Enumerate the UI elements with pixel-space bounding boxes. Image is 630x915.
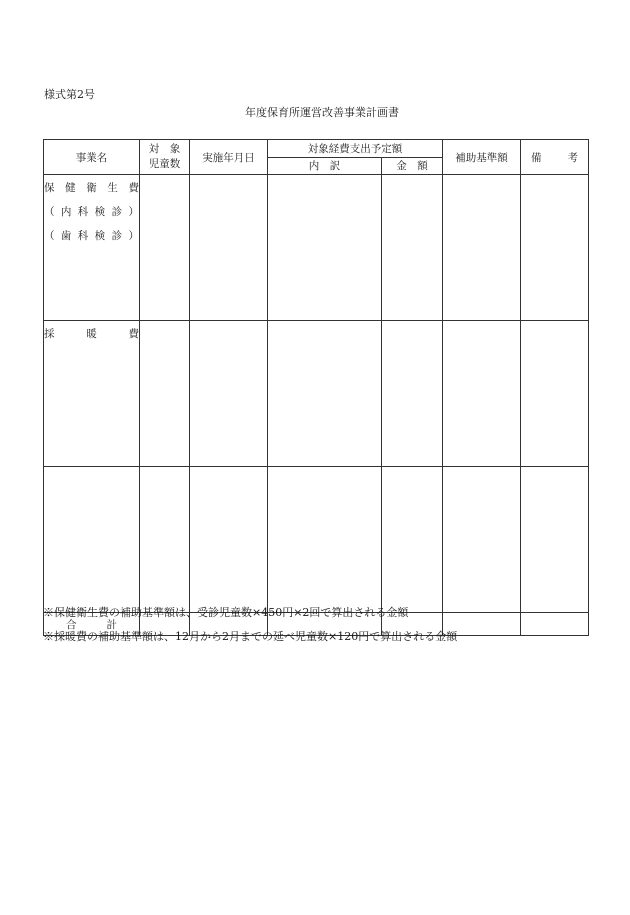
project-name-line: 採 暖 費 xyxy=(44,327,139,340)
table-row xyxy=(44,467,589,613)
breakdown-cell[interactable] xyxy=(268,321,382,467)
project-name-line: （ 内 科 検 診 ） xyxy=(44,205,139,218)
amount-cell[interactable] xyxy=(382,467,443,613)
remarks-cell[interactable] xyxy=(521,321,589,467)
standard-cell[interactable] xyxy=(443,321,521,467)
standard-cell[interactable] xyxy=(443,467,521,613)
date-cell[interactable] xyxy=(190,321,268,467)
header-children-top: 対 象 xyxy=(148,143,181,155)
remarks-cell[interactable] xyxy=(521,467,589,613)
project-name-line: （ 歯 科 検 診 ） xyxy=(44,229,139,242)
form-number: 様式第2号 xyxy=(44,88,95,101)
total-label-cell: 合 計 xyxy=(44,613,140,636)
amount-cell[interactable] xyxy=(382,321,443,467)
amount-cell[interactable] xyxy=(382,175,443,321)
date-cell[interactable] xyxy=(190,175,268,321)
children-cell[interactable] xyxy=(140,321,190,467)
header-children-count xyxy=(140,140,190,175)
table-row xyxy=(44,321,589,467)
date-cell[interactable] xyxy=(190,467,268,613)
header-project-name: 事業名 xyxy=(44,140,140,175)
children-cell[interactable] xyxy=(140,175,190,321)
header-date: 実施年月日 xyxy=(190,140,268,175)
remarks-cell[interactable] xyxy=(521,175,589,321)
header-amount: 金 額 xyxy=(382,157,443,175)
table-row xyxy=(44,175,589,321)
header-expense-group: 対象経費支出予定額 xyxy=(268,140,443,158)
notes xyxy=(43,601,457,649)
header-children-bottom: 児童数 xyxy=(148,158,181,170)
header-remarks: 備 考 xyxy=(521,140,589,175)
project-name-cell xyxy=(44,175,140,321)
project-name-line: 保 健 衛 生 費 xyxy=(44,181,139,194)
note-heating: ※採暖費の補助基準額は、12月から2月までの延べ児童数×120円で算出される金額 xyxy=(43,630,458,643)
breakdown-cell[interactable] xyxy=(268,175,382,321)
children-cell[interactable] xyxy=(140,467,190,613)
plan-table xyxy=(43,139,589,636)
note-health: ※保健衛生費の補助基準額は、受診児童数×450円×2回で算出される金額 xyxy=(43,606,409,619)
breakdown-cell[interactable] xyxy=(268,467,382,613)
standard-cell[interactable] xyxy=(443,175,521,321)
header-breakdown: 内 訳 xyxy=(268,157,382,175)
project-name-cell[interactable] xyxy=(44,467,140,613)
project-name-cell xyxy=(44,321,140,467)
header-standard: 補助基準額 xyxy=(443,140,521,175)
total-remarks-cell[interactable] xyxy=(521,613,589,636)
document-title: 年度保育所運営改善事業計画書 xyxy=(245,106,399,119)
